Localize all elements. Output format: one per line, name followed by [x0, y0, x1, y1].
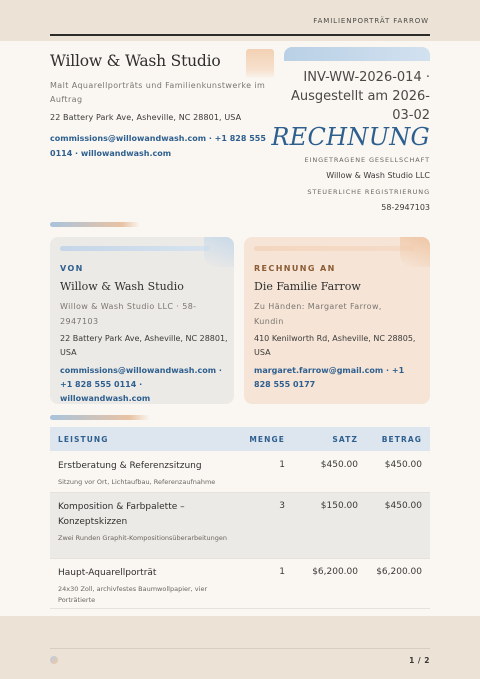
- recipient-attention: Zu Händen: Margaret Farrow, Kundin: [254, 302, 382, 326]
- card-watercolor-band: [254, 246, 414, 251]
- header-amount: BETRAG: [381, 435, 422, 444]
- item-amount: $450.00: [384, 460, 422, 470]
- blue-watercolor-band: [284, 47, 430, 61]
- running-header: FAMILIENPORTRÄT FARROW: [313, 17, 429, 25]
- registered-company-value: Willow & Wash Studio LLC: [326, 171, 430, 180]
- document-title: RECHNUNG: [271, 123, 430, 151]
- item-note: Zwei Runden Graphit-Kompositionsüberarbeitungen: [58, 534, 227, 542]
- sender-card: [50, 237, 234, 404]
- card-corner-wash: [400, 237, 430, 267]
- footer-dot-icon: [50, 656, 58, 664]
- item-rate: $6,200.00: [312, 567, 358, 577]
- item-rate: $450.00: [320, 460, 358, 470]
- sender-contact[interactable]: commissions@willowandwash.com · +1 828 555 0114 · willowandwash.com: [60, 366, 222, 403]
- header-rate: SATZ: [332, 435, 358, 444]
- table-header: [50, 427, 430, 451]
- sender-company: Willow & Wash Studio LLC · 58-2947103: [60, 302, 197, 326]
- item-qty: 3: [279, 501, 285, 511]
- header-qty: MENGE: [249, 435, 285, 444]
- footer-rule: [50, 648, 430, 649]
- card-watercolor-band: [60, 246, 210, 251]
- item-note: Sitzung vor Ort, Lichtaufbau, Referenzaufnahme: [58, 478, 216, 486]
- watercolor-divider: [50, 222, 140, 227]
- sender-label: VON: [60, 264, 84, 273]
- recipient-label: RECHNUNG AN: [254, 264, 336, 273]
- item-note: 24x30 Zoll, archivfestes Baumwollpapier, vier Porträtierte: [58, 585, 208, 604]
- card-corner-wash: [204, 237, 234, 267]
- recipient-name: Die Familie Farrow: [254, 280, 361, 293]
- row-description: [58, 500, 228, 544]
- top-rule: [50, 34, 430, 36]
- peach-watercolor-accent: [246, 49, 274, 79]
- item-rate: $150.00: [320, 501, 358, 511]
- row-description: [58, 459, 228, 488]
- sender-name: Willow & Wash Studio: [60, 280, 184, 293]
- item-title: Haupt-Aquarellporträt: [58, 568, 157, 578]
- sender-address: 22 Battery Park Ave, Asheville, NC 28801, USA: [60, 334, 228, 357]
- invoice-page: [0, 41, 480, 616]
- invoice-number-date: INV-WW-2026-014 · Ausgestellt am 2026-03-02: [290, 70, 430, 123]
- table-row: [50, 559, 430, 609]
- table-row: [50, 493, 430, 559]
- recipient-address: 410 Kenilworth Rd, Asheville, NC 28805, USA: [254, 334, 416, 357]
- item-title: Erstberatung & Referenzsitzung: [58, 461, 202, 471]
- studio-name: Willow & Wash Studio: [50, 52, 221, 70]
- watercolor-divider: [50, 415, 150, 420]
- table-row: [50, 451, 430, 493]
- recipient-card: [244, 237, 430, 404]
- row-description: [58, 566, 228, 606]
- items-table: [50, 427, 430, 609]
- tax-registration-label: STEUERLICHE REGISTRIERUNG: [307, 188, 430, 196]
- item-qty: 1: [279, 460, 285, 470]
- item-qty: 1: [279, 567, 285, 577]
- recipient-contact[interactable]: margaret.farrow@gmail.com · +1 828 555 0177: [254, 366, 405, 389]
- registered-company-label: EINGETRAGENE GESELLSCHAFT: [304, 156, 430, 164]
- item-title: Komposition & Farbpalette – Konzeptskizzen: [58, 502, 185, 527]
- tax-registration-value: 58-2947103: [381, 203, 430, 212]
- studio-address: 22 Battery Park Ave, Asheville, NC 28801, USA: [50, 113, 242, 122]
- page-indicator: 1 / 2: [409, 656, 430, 665]
- item-amount: $6,200.00: [376, 567, 422, 577]
- studio-tagline: Malt Aquarellporträts und Familienkunstwerke im Auftrag: [50, 81, 266, 104]
- header-service: LEISTUNG: [58, 435, 109, 444]
- item-amount: $450.00: [384, 501, 422, 511]
- studio-contact[interactable]: commissions@willowandwash.com · +1 828 555 0114 · willowandwash.com: [50, 134, 266, 158]
